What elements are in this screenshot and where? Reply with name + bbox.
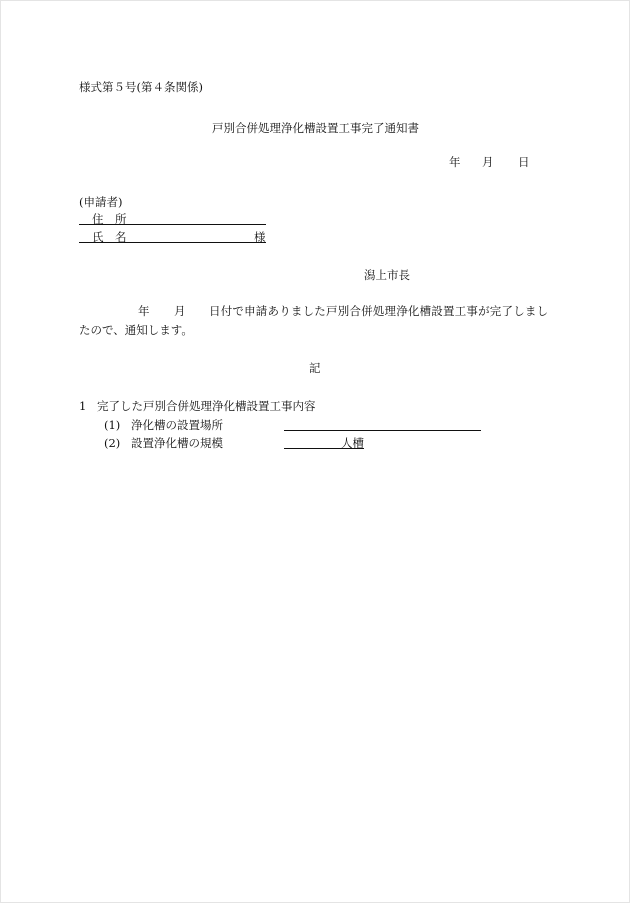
body-month: 月 [174, 304, 186, 318]
item-value-underline [284, 448, 364, 449]
issuer: 潟上市長 [364, 268, 410, 282]
ki-heading: 記 [309, 361, 321, 375]
item-number: (1) [104, 418, 121, 432]
body-year: 年 [138, 304, 150, 318]
date-day: 日 [518, 155, 530, 169]
item-number: (2) [104, 436, 121, 450]
date-month: 月 [482, 155, 494, 169]
item-label: 浄化槽の設置場所 [131, 418, 223, 432]
item-value-unit: 人槽 [341, 436, 364, 450]
applicant-heading: (申請者) [79, 195, 123, 209]
section-number: 1 [79, 399, 87, 413]
address-label: 住 所 [92, 212, 127, 226]
honorific: 様 [254, 230, 266, 244]
document-title: 戸別合併処理浄化槽設置工事完了通知書 [212, 121, 419, 135]
body-line2: たので、通知します。 [79, 323, 193, 337]
item-label: 設置浄化槽の規模 [131, 436, 223, 450]
form-number: 様式第５号(第４条関係) [79, 80, 203, 94]
name-underline [79, 242, 266, 243]
address-underline [79, 224, 266, 225]
item-value-underline [284, 430, 481, 431]
name-label: 氏 名 [92, 230, 127, 244]
date-year: 年 [449, 155, 461, 169]
section-heading: 完了した戸別合併処理浄化槽設置工事内容 [97, 399, 316, 413]
body-line1: 日付で申請ありました戸別合併処理浄化槽設置工事が完了しまし [209, 304, 549, 318]
